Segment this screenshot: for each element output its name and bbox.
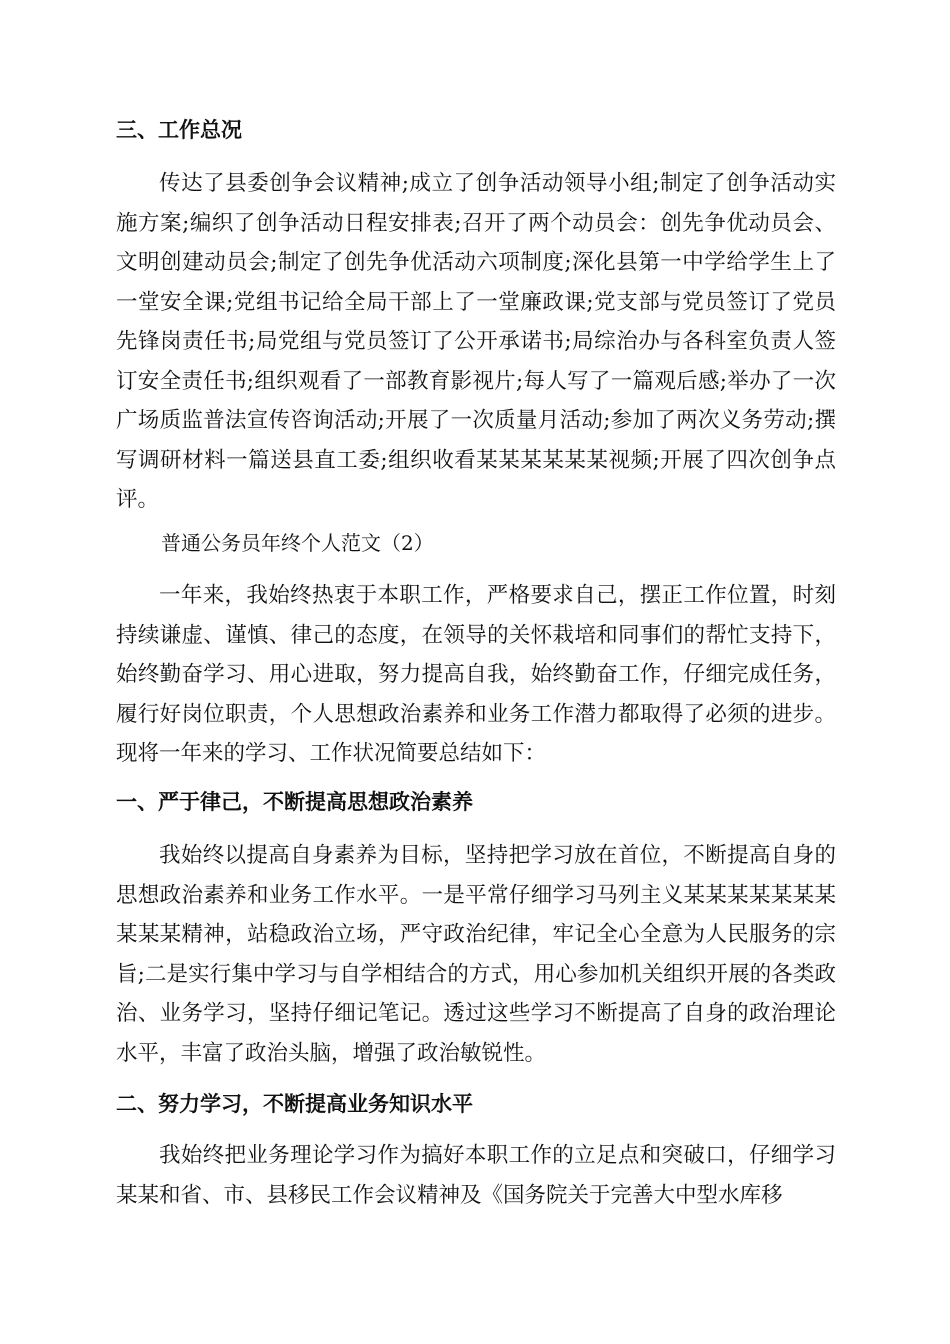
paragraph-business-study: 我始终把业务理论学习作为搞好本职工作的立足点和突破口，仔细学习某某和省、市、县移民工作会议精神及《国务院关于完善大中型水库移 bbox=[116, 1143, 836, 1208]
paragraph-activities: 传达了县委创争会议精神;成立了创争活动领导小组;制定了创争活动实施方案;编织了创争活动日程安排表;召开了两个动员会：创先争优动员会、文明创建动员会;制定了创先争优活动六项制度;深化县第一中学给学生上了一堂安全课;党组书记给全局干部上了一堂廉政课;党支部与党员签订了党员先锋岗责任书;局党组与党员签订了公开承诺书;局综治办与各科室负责人签订安全责任书;组织观看了一部教育影视片;每人写了一篇观后感;举办了一次广场质监普法宣传咨询活动;开展了一次质量月活动;参加了两次义务劳动;撰写调研材料一篇送县直工委;组织收看某某某某某某视频;开展了四次创争点评。 bbox=[116, 171, 836, 512]
article-subtitle: 普通公务员年终个人范文（2） bbox=[161, 531, 434, 555]
paragraph-political-study: 我始终以提高自身素养为目标，坚持把学习放在首位，不断提高自身的思想政治素养和业务工作水平。一是平常仔细学习马列主义某某某某某某某某某某精神，站稳政治立场，严守政治纪律，牢记全心全意为人民服务的宗旨;二是实行集中学习与自学相结合的方式，用心参加机关组织开展的各类政治、业务学习，坚持仔细记笔记。透过这些学习不断提高了自身的政治理论水平，丰富了政治头脑，增强了政治敏锐性。 bbox=[116, 843, 836, 1066]
section-heading-work-overview: 三、工作总况 bbox=[116, 118, 242, 142]
paragraph-intro: 一年来，我始终热衷于本职工作，严格要求自己，摆正工作位置，时刻持续谦虚、谨慎、律己的态度，在领导的关怀栽培和同事们的帮忙支持下，始终勤奋学习、用心进取，努力提高自我，始终勤奋工作，仔细完成任务，履行好岗位职责，个人思想政治素养和业务工作潜力都取得了必须的进步。现将一年来的学习、工作状况简要总结如下： bbox=[116, 583, 836, 766]
section-heading-business-study: 二、努力学习，不断提高业务知识水平 bbox=[116, 1092, 473, 1116]
section-heading-self-discipline: 一、严于律己，不断提高思想政治素养 bbox=[116, 790, 473, 814]
